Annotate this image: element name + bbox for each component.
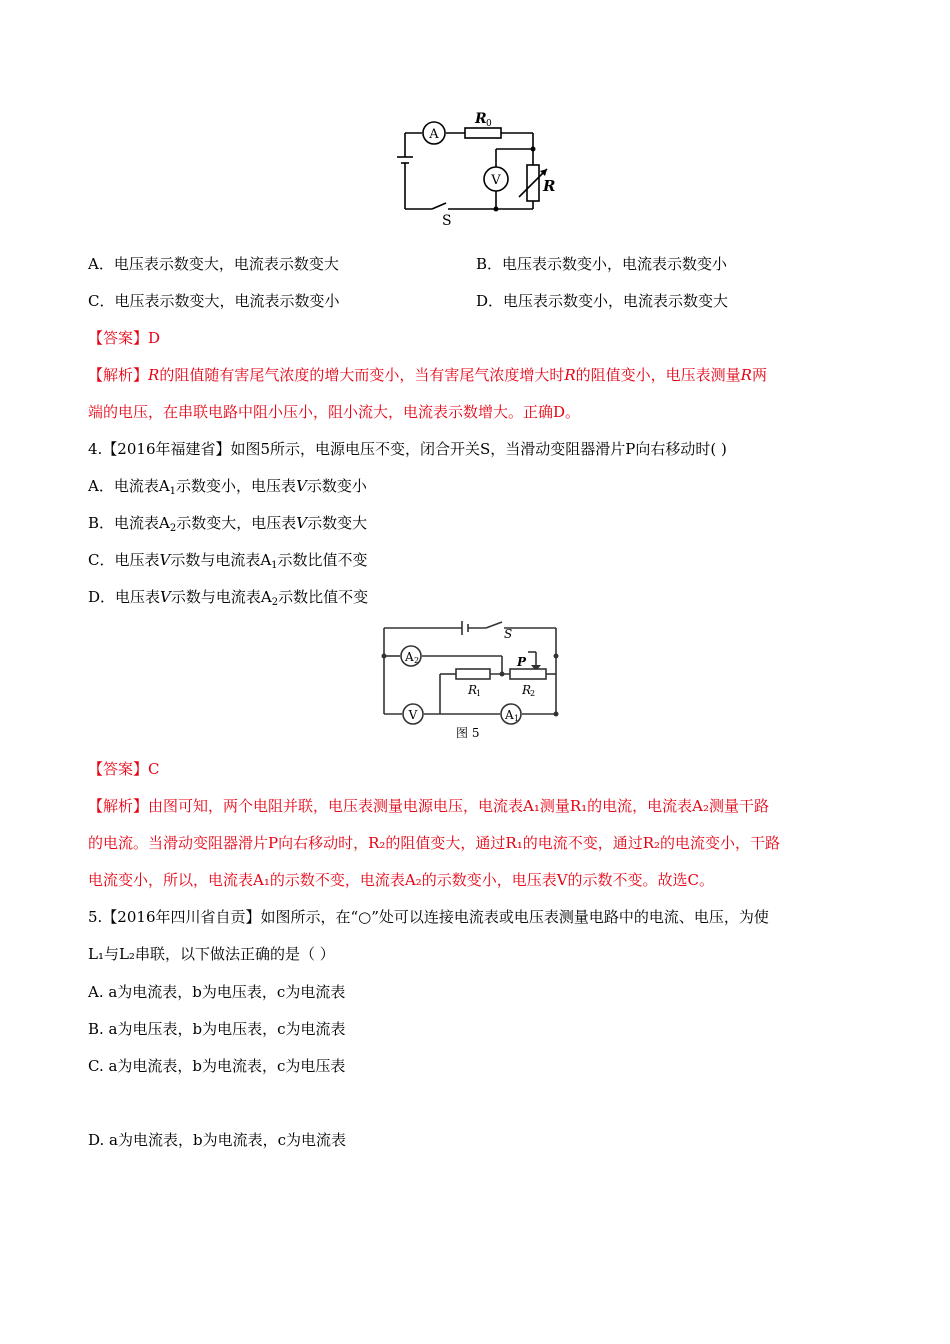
q4-option-c: C．电压表V示数与电流表$A_1$示数比值不变 bbox=[88, 551, 368, 571]
a2-label: A bbox=[405, 650, 414, 664]
slider-p-label: P bbox=[517, 655, 527, 669]
q5-option-a: A. a为电流表，b为电压表，c为电流表 bbox=[88, 983, 346, 1001]
q3-option-a: A．电压表示数变大，电流表示数变大 bbox=[88, 255, 339, 273]
switch-label: S bbox=[504, 627, 513, 641]
r0-subscript: 0 bbox=[486, 119, 492, 129]
q5-option-b: B. a为电压表，b为电压表，c为电流表 bbox=[88, 1020, 346, 1038]
switch-label: S bbox=[442, 213, 452, 229]
q4-option-d: D．电压表V示数与电流表$A_2$示数比值不变 bbox=[88, 588, 369, 608]
q3-option-c: C．电压表示数变大，电流表示数变小 bbox=[88, 292, 340, 310]
q3-analysis-line-1: 【解析】R的阻值随有害尾气浓度的增大而变小，当有害尾气浓度增大时R的阻值变小，电压表测量R两 bbox=[88, 366, 767, 384]
r2-subscript: 2 bbox=[530, 689, 536, 698]
q4-answer: 【答案】C bbox=[88, 760, 160, 778]
q3-circuit-diagram bbox=[390, 105, 570, 230]
r-label: R bbox=[543, 177, 556, 195]
r1-subscript: 1 bbox=[476, 689, 482, 698]
r2-label: R bbox=[522, 683, 532, 697]
figure-caption: 图 5 bbox=[456, 726, 480, 740]
a1-subscript: 1 bbox=[514, 714, 520, 723]
q3-option-d: D．电压表示数变小，电流表示数变大 bbox=[476, 292, 729, 310]
q4-option-b: B．电流表$A_2$示数变大，电压表V示数变大 bbox=[88, 514, 368, 534]
r0-label: R bbox=[475, 111, 487, 127]
q4-figure-5-circuit bbox=[376, 616, 566, 742]
q4-analysis-line-1: 【解析】由图可知，两个电阻并联，电压表测量电源电压，电流表A₁测量R₁的电流，电流表A₂测量干路 bbox=[88, 797, 770, 815]
a2-subscript: 2 bbox=[414, 656, 420, 665]
r1-label: R bbox=[468, 683, 478, 697]
ammeter-label: A bbox=[429, 127, 439, 142]
q3-analysis-line-2: 端的电压，在串联电路中阻小压小，阻小流大，电流表示数增大。正确D。 bbox=[88, 403, 581, 421]
q3-option-b: B．电压表示数变小，电流表示数变小 bbox=[476, 255, 728, 273]
q4-stem: 4.【2016年福建省】如图5所示，电源电压不变，闭合开关S，当滑动变阻器滑片P向右移动时( ) bbox=[88, 440, 727, 458]
q3-answer: 【答案】D bbox=[88, 329, 161, 347]
q5-option-d: D. a为电流表，b为电流表，c为电流表 bbox=[88, 1131, 346, 1149]
q4-analysis-line-2: 的电流。当滑动变阻器滑片P向右移动时，R₂的阻值变大，通过R₁的电流不变，通过R₂的电流变小，干路 bbox=[88, 834, 781, 852]
q4-analysis-line-3: 电流变小，所以，电流表A₁的示数不变，电流表A₂的示数变小，电压表V的示数不变。故选C。 bbox=[88, 871, 715, 889]
q4-option-a: A．电流表$A_1$示数变小，电压表V示数变小 bbox=[88, 477, 367, 497]
a1-label: A bbox=[505, 708, 514, 722]
voltmeter-label: V bbox=[408, 708, 418, 722]
voltmeter-label: V bbox=[491, 173, 501, 188]
q5-stem-line-1: 5.【2016年四川省自贡】如图所示，在“○”处可以连接电流表或电压表测量电路中的电流、电压，为使 bbox=[88, 908, 769, 926]
q5-stem-line-2: L₁与L₂串联，以下做法正确的是（ ） bbox=[88, 945, 335, 963]
q5-option-c: C. a为电流表，b为电流表，c为电压表 bbox=[88, 1057, 346, 1075]
